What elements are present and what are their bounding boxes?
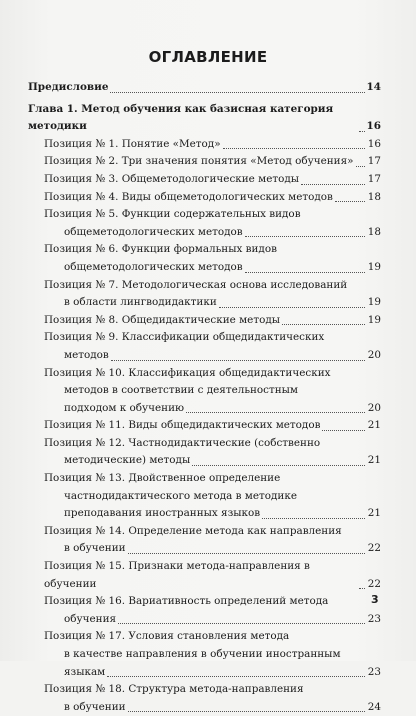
toc-entry-title-line: преподавания иностранных языков: [64, 507, 261, 520]
toc-entry-position-12: [28, 435, 381, 470]
toc-entry-last-line: [44, 611, 381, 629]
toc-entry-title: Глава 1. Метод обучения как базисная категория методики: [28, 102, 334, 133]
toc-leader-dots: [110, 92, 364, 93]
toc-entry-position-14: [28, 523, 381, 558]
toc-leader-dots: [192, 465, 365, 466]
toc-entry-title-line: Позиция № 18. Структура метода-направления: [44, 683, 304, 696]
toc-entry-title-line: общеметодологических методов: [64, 225, 243, 238]
toc-entry-title-line: Позиция № 6. Функции формальных видов: [44, 243, 277, 256]
toc-entry-title-line: в обучении: [64, 700, 126, 713]
toc-leader-dots: [282, 324, 365, 325]
toc-entry-position-13: [28, 470, 381, 523]
toc-entry-title-line: подходом к обучению: [64, 401, 185, 414]
toc-entry-title-line: Позиция № 17. Условия становления метода: [44, 630, 290, 643]
toc-entry-title: Позиция № 4. Виды общеметодологических методов: [44, 190, 333, 203]
toc-leader-dots: [111, 360, 365, 361]
toc-entry-last-line: [44, 259, 381, 277]
toc-entry-title-line: Позиция № 7. Методологическая основа исследований: [44, 278, 348, 291]
toc-page-number: 23: [367, 612, 381, 625]
toc-entry-title-line: языкам: [64, 665, 106, 678]
toc-leader-dots: [186, 412, 365, 413]
toc-leader-dots: [245, 272, 365, 273]
toc-entry-position-9: [28, 329, 381, 364]
toc-entry-position-4: [28, 189, 381, 207]
toc-entry-title-line: в области лингводидактики: [64, 296, 217, 309]
toc-leader-dots: [245, 236, 365, 237]
toc-entry-title-line: методические) методы: [64, 454, 191, 467]
toc-entry-title: Позиция № 2. Три значения понятия «Метод обучения»: [44, 155, 354, 168]
toc-page-number: 21: [367, 507, 381, 520]
toc-page-number: 22: [367, 577, 381, 590]
toc-entry-title-line: методов: [64, 348, 109, 361]
toc-entry-last-line: [44, 224, 381, 242]
toc-page-number: 20: [367, 401, 381, 414]
toc-entry-title-line: методов в соответствии с деятельностным: [64, 384, 298, 397]
toc-entry-last-line: [44, 400, 381, 418]
toc-entry-title: Позиция № 8. Общедидактические методы: [44, 313, 281, 326]
toc-entry-position-11: [28, 417, 381, 435]
page-number: 3: [371, 593, 379, 606]
toc-entry-position-15: [28, 558, 381, 593]
toc-page-number: 21: [367, 419, 381, 432]
toc-page-number: 22: [367, 542, 381, 555]
toc-leader-dots: [128, 711, 365, 712]
toc-entry-last-line: [44, 294, 381, 312]
toc-leader-dots: [359, 588, 365, 589]
toc-entry-last-line: [44, 452, 381, 470]
toc-leader-dots: [322, 430, 365, 431]
table-of-contents: [28, 79, 381, 716]
toc-leader-dots: [262, 518, 365, 519]
toc-entry-position-1: [28, 136, 381, 154]
toc-page-number: 20: [367, 348, 381, 361]
toc-page-number: 19: [367, 260, 381, 273]
toc-entry-last-line: [44, 540, 381, 558]
toc-entry-position-2: [28, 153, 381, 171]
toc-entry-title-line: Позиция № 12. Частнодидактические (собственно: [44, 436, 321, 449]
toc-entry-title-line: в качестве направления в обучении иностранным: [64, 648, 341, 660]
toc-entry-chapter-1: [28, 101, 381, 136]
toc-entry-title: Позиция № 15. Признаки метода-направления в обучении: [44, 560, 310, 590]
toc-leader-dots: [335, 201, 365, 202]
toc-page-number: 18: [367, 190, 381, 203]
toc-entry-title-line: Позиция № 16. Вариативность определений метода: [44, 595, 329, 608]
toc-page-number: 19: [367, 296, 381, 309]
toc-page-number: 14: [366, 81, 381, 93]
toc-entry-title-line: обучения: [64, 612, 117, 625]
toc-entry-title: Позиция № 1. Понятие «Метод»: [44, 137, 221, 150]
toc-heading: ОГЛАВЛЕНИЕ: [148, 48, 268, 66]
toc-entry-last-line: [44, 664, 381, 682]
toc-leader-dots: [107, 676, 365, 677]
toc-leader-dots: [356, 166, 365, 167]
toc-entry-position-5: [28, 206, 381, 241]
toc-entry-title: Предисловие: [28, 81, 109, 93]
toc-entry-title: Позиция № 11. Виды общедидактических методов: [44, 419, 321, 432]
toc-entry-position-18: [28, 681, 381, 716]
toc-page-number: 16: [367, 137, 381, 150]
toc-entry-position-3: [28, 171, 381, 189]
toc-entry-title-line: общеметодологических методов: [64, 260, 243, 273]
toc-entry-last-line: [44, 347, 381, 365]
toc-positions-list: [28, 136, 381, 716]
toc-entry-position-8: [28, 312, 381, 330]
toc-leader-dots: [223, 148, 365, 149]
toc-leader-dots: [359, 131, 365, 132]
toc-entry-position-10: [28, 365, 381, 418]
toc-entry-title-line: Позиция № 5. Функции содержательных видов: [44, 208, 301, 221]
toc-page-number: 21: [367, 454, 381, 467]
toc-entry-title-line: частнодидактического метода в методике: [64, 489, 297, 502]
toc-entry-title-line: Позиция № 13. Двойственное определение: [44, 472, 281, 485]
toc-page-number: 23: [367, 665, 381, 678]
toc-entry-last-line: [44, 699, 381, 716]
toc-entry-position-7: [28, 277, 381, 312]
toc-page-number: 17: [367, 172, 381, 185]
toc-page-number: 19: [367, 313, 381, 326]
toc-page-number: 24: [367, 700, 381, 713]
toc-page-number: 18: [367, 225, 381, 238]
toc-entry-title: Позиция № 3. Общеметодологические методы: [44, 172, 300, 185]
toc-leader-dots: [219, 307, 365, 308]
toc-entry-position-17: [28, 628, 381, 681]
toc-page-number: 16: [366, 120, 381, 133]
toc-entry-preface: [28, 79, 381, 97]
toc-entry-title-line: Позиция № 14. Определение метода как направления: [44, 524, 342, 537]
toc-entry-title-line: в обучении: [64, 542, 126, 555]
toc-entry-title-line: Позиция № 9. Классификации общедидактических: [44, 331, 325, 344]
toc-leader-dots: [301, 184, 365, 185]
toc-entry-position-16: [28, 593, 381, 628]
toc-entry-position-6: [28, 241, 381, 276]
toc-entry-title-line: Позиция № 10. Классификация общедидактических: [44, 366, 331, 379]
toc-leader-dots: [118, 623, 365, 624]
toc-entry-last-line: [44, 505, 381, 523]
toc-page-number: 17: [367, 155, 381, 168]
toc-leader-dots: [128, 553, 365, 554]
